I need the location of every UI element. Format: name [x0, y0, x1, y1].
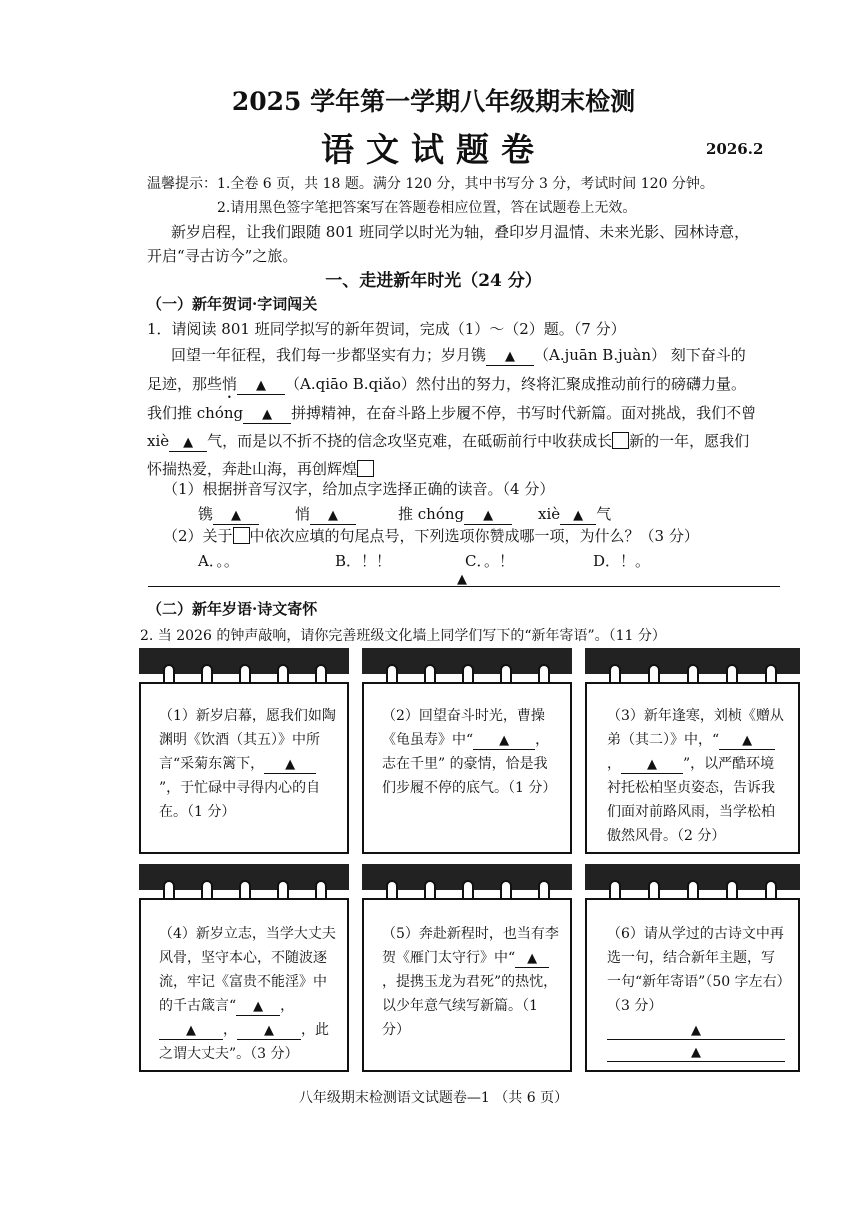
option-a[interactable]: A．。。 — [198, 552, 239, 570]
passage-text: 回望一年征程，我们每一步都坚实有力；岁月镌 — [171, 346, 487, 364]
answer-blank[interactable] — [515, 950, 549, 968]
triangle-marker: ▲ — [285, 757, 296, 772]
triangle-marker: ▲ — [262, 407, 273, 422]
card-5-text — [382, 922, 562, 1042]
triangle-marker: ▲ — [183, 435, 194, 450]
exam-date: 2026.2 — [706, 140, 764, 158]
answer-line[interactable] — [607, 1044, 785, 1062]
item-label: 推 chóng — [398, 505, 465, 523]
note-card-1 — [139, 648, 349, 854]
passage-line-3 — [147, 402, 756, 424]
triangle-marker: ▲ — [256, 378, 267, 393]
triangle-marker: ▲ — [499, 733, 510, 748]
triangle-marker: ▲ — [483, 508, 494, 523]
card-1-text — [159, 704, 337, 824]
notice-label: 温馨提示： — [147, 176, 217, 192]
triangle-marker: ▲ — [527, 951, 538, 966]
sub-question-text: （2）关于 — [163, 527, 233, 545]
card-6-text — [607, 922, 787, 1062]
note-card-5 — [362, 864, 572, 1072]
item-label: 气 — [596, 505, 612, 523]
note-card-2 — [362, 648, 572, 854]
card-prompt: （6）请从学过的古诗文中再选一句，结合新年主题，写一句“新年寄语”（50 字左右）（3 分） — [607, 926, 784, 1014]
sub-question-1: （1）根据拼音写汉字，给加点字选择正确的读音。（4 分） — [163, 480, 555, 498]
card-tail: ，志在千里” 的豪情，恰是我们步履不停的底气。（1 分） — [382, 732, 557, 796]
card-tail: 此之谓大丈夫”。（3 分） — [159, 1022, 329, 1062]
dotted-char: 悄 — [222, 375, 238, 393]
passage-text: 足迹，那些 — [147, 375, 223, 393]
part-2-title: （二）新年岁语·诗文寄怀 — [147, 600, 318, 618]
answer-blank[interactable] — [236, 998, 280, 1016]
punctuation-box[interactable] — [357, 460, 374, 477]
answer-blank[interactable] — [159, 1022, 223, 1040]
exam-subtitle: 语文试题卷 — [321, 130, 546, 169]
answer-blank[interactable] — [486, 347, 534, 366]
item-label: 悄 — [295, 505, 311, 523]
passage-text: 我们推 chóng — [147, 404, 244, 422]
triangle-marker: ▲ — [505, 349, 516, 364]
punctuation-box[interactable] — [612, 432, 629, 449]
note-card-6 — [585, 864, 800, 1072]
triangle-marker: ▲ — [691, 1045, 701, 1060]
notice-line-1 — [147, 173, 714, 193]
answer-blank[interactable] — [243, 405, 291, 424]
triangle-marker: ▲ — [691, 1023, 701, 1038]
triangle-marker: ▲ — [573, 508, 584, 523]
pinyin-item-4 — [538, 503, 611, 525]
exam-title: 2025 学年第一学期八年级期末检测 — [231, 87, 636, 116]
card-prompt: （1）新岁启幕，愿我们如陶渊明《饮酒（其五）》中所言“采菊东篱下， — [159, 708, 336, 772]
card-tail: ，提携玉龙为君死”的热忱，以少年意气续写新篇。（1 分） — [382, 974, 558, 1038]
option-c[interactable]: C．。！ — [465, 552, 514, 570]
passage-text: xiè — [147, 432, 170, 450]
triangle-marker: ▲ — [253, 999, 264, 1014]
card-prompt: （2）回望奋斗时光，曹操《龟虽寿》中“ — [382, 708, 545, 748]
sub-question-2 — [163, 525, 699, 546]
passage-text: （A.qiāo B.qiǎo）然付出的努力，终将汇聚成推动前行的磅礴力量。 — [285, 375, 746, 393]
punctuation-box — [233, 527, 250, 544]
part-1-title: （一）新年贺词·字词闯关 — [147, 295, 318, 313]
answer-blank[interactable] — [237, 376, 285, 395]
card-prompt: （5）奔赴新程时，也当有李贺《雁门太守行》中“ — [382, 926, 559, 966]
item-label: xiè — [538, 505, 561, 523]
passage-text: 拼搏精神，在奋斗路上步履不停，书写时代新篇。面对挑战，我们不曾 — [291, 404, 757, 422]
triangle-marker: ▲ — [264, 1023, 274, 1038]
passage-line-5 — [147, 458, 374, 479]
passage-line-4 — [147, 430, 749, 452]
notice-line-2: 2.请用黑色签字笔把答案写在答题卷相应位置，答在试题卷上无效。 — [217, 200, 637, 216]
page-footer: 八年级期末检测语文试题卷—1 （共 6 页） — [298, 1090, 569, 1106]
answer-blank[interactable] — [310, 506, 356, 525]
item-label: 镌 — [198, 505, 214, 523]
triangle-marker: ▲ — [186, 1023, 196, 1038]
answer-blank[interactable] — [169, 433, 207, 452]
triangle-marker: ▲ — [231, 508, 242, 523]
answer-blank[interactable] — [237, 1022, 301, 1040]
card-prompt: （4）新岁立志，当学大丈夫风骨，坚守本心，不随波逐流，牢记《富贵不能淫》中的千古箴言“ — [159, 926, 336, 1014]
option-d[interactable]: D．！。 — [593, 552, 651, 570]
pinyin-item-2 — [295, 503, 356, 525]
card-2-text — [382, 704, 558, 800]
question-1: 1．请阅读 801 班同学拟写的新年贺词，完成（1）～（2）题。（7 分） — [147, 320, 626, 338]
passage-line-2 — [147, 373, 746, 402]
intro-line-1: 新岁启程，让我们跟随 801 班同学以时光为轴，叠印岁月温情、未来光影、园林诗意， — [171, 223, 750, 241]
answer-line[interactable] — [607, 1022, 785, 1040]
answer-blank[interactable] — [213, 506, 259, 525]
passage-text: 怀揣热爱，奔赴山海，再创辉煌 — [147, 460, 358, 478]
answer-blank[interactable] — [473, 732, 535, 750]
answer-line[interactable] — [148, 586, 780, 587]
notice-text-1: 1.全卷 6 页，共 18 题。满分 120 分，其中书写分 3 分，考试时间 120 分钟。 — [217, 176, 714, 192]
card-prompt: （3）新年逢寒，刘桢《赠从弟（其二）》中，“ — [607, 708, 784, 748]
question-2: 2. 当 2026 的钟声敲响，请你完善班级文化墙上同学们写下的“新年寄语”。（11 分） — [140, 628, 666, 644]
passage-text: （A.juān B.juàn） 刻下奋斗的 — [534, 346, 746, 364]
card-tail: ”，以严酷环境衬托松柏坚贞姿态，告诉我们面对前路风雨，当学松柏傲然风骨。（2 分） — [607, 756, 775, 844]
answer-blank[interactable] — [719, 732, 775, 750]
pinyin-item-3 — [398, 503, 512, 525]
note-card-4 — [139, 864, 349, 1072]
answer-blank[interactable] — [560, 506, 596, 525]
answer-blank[interactable] — [464, 506, 512, 525]
intro-line-2: 开启“寻古访今”之旅。 — [147, 247, 298, 265]
triangle-marker: ▲ — [647, 757, 657, 772]
passage-text: 气，而是以不折不挠的信念攻坚克难，在砥砺前行中收获成长 — [207, 432, 613, 450]
triangle-marker: ▲ — [742, 733, 753, 748]
passage-text: 新的一年，愿我们 — [629, 432, 750, 450]
passage-line-1 — [171, 344, 746, 366]
answer-blank[interactable] — [621, 756, 683, 774]
section-1-title: 一、走进新年时光（24 分） — [325, 271, 542, 291]
card-tail: ”，于忙碌中寻得内心的自在。（1 分） — [159, 780, 321, 820]
triangle-marker: ▲ — [328, 508, 339, 523]
card-3-text: （3）新年逢寒，刘桢《赠从弟（其二）》中，“ ▲， ▲ ”，以严酷环境衬托松柏坚贞姿态，告诉我们面对前路风雨，当学松柏傲然风骨。（2 分） — [607, 708, 784, 844]
answer-blank[interactable] — [264, 756, 316, 774]
sub-question-text: 中依次应填的句尾点号，下列选项你赞成哪一项，为什么？（3 分） — [249, 527, 699, 545]
option-b[interactable]: B．！！ — [335, 552, 392, 570]
answer-triangle: ▲ — [457, 572, 467, 587]
pinyin-item-1 — [198, 503, 259, 525]
card-4-text: （4）新岁立志，当学大丈夫风骨，坚守本心，不随波逐流，牢记《富贵不能淫》中的千古箴言“ ▲ ，▲ ， ▲ ，此之谓大丈夫”。（3 分） — [159, 926, 336, 1062]
note-card-3 — [585, 648, 800, 854]
